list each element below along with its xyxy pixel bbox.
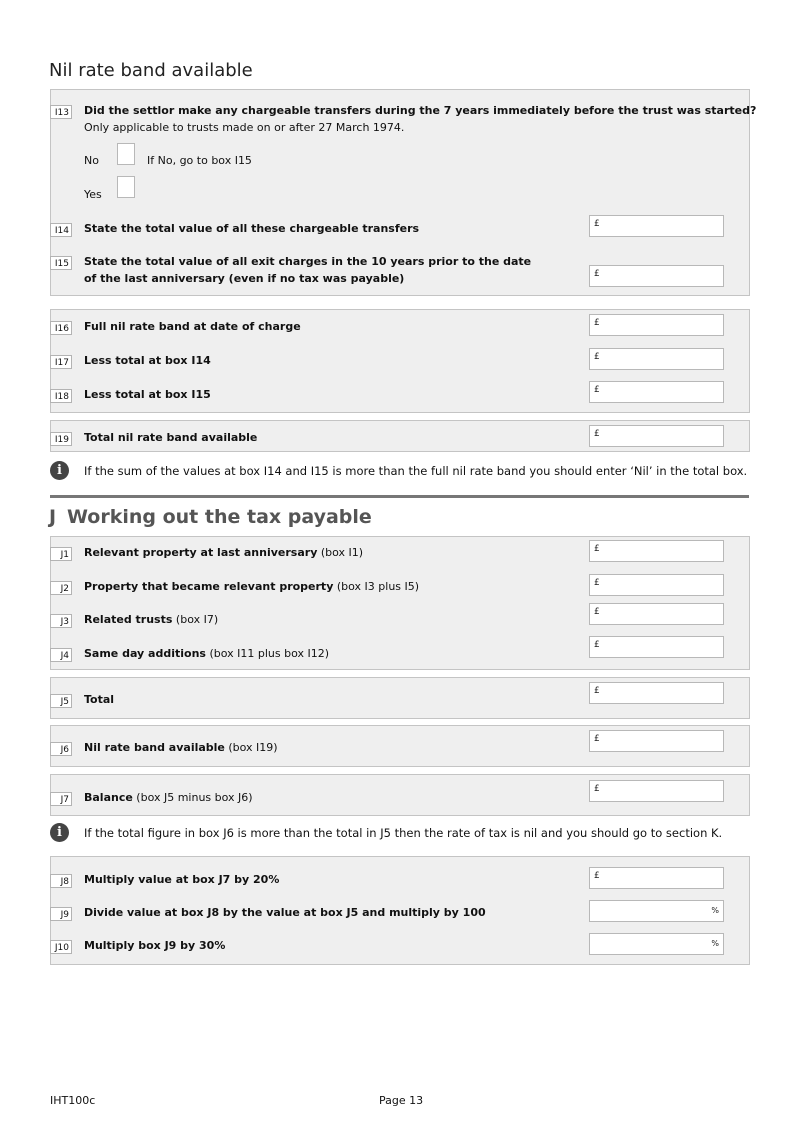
box-number-i15: I15: [50, 256, 72, 270]
j2-label-ref: (box I3 plus I5): [333, 580, 420, 593]
pound-symbol: £: [594, 269, 600, 279]
j8-label: Multiply value at box J7 by 20%: [84, 873, 280, 886]
j7-label-bold: Balance: [84, 791, 133, 804]
box-number-j9: J9: [50, 907, 72, 921]
box-number-j1: J1: [50, 547, 72, 561]
j2-amount-field[interactable]: [589, 574, 724, 596]
pound-symbol: £: [594, 385, 600, 395]
percent-symbol: %: [711, 906, 719, 915]
box-number-j7: J7: [50, 792, 72, 806]
info-text-nil-rate: If the sum of the values at box I14 and I15 is more than the full nil rate band you should enter ‘Nil’ in the total box.: [84, 464, 748, 478]
j1-label-bold: Relevant property at last anniversary: [84, 546, 318, 559]
info-text-rate-nil: If the total figure in box J6 is more than the total in J5 then the rate of tax is nil and you should go to section K.: [84, 826, 723, 840]
i16-amount-field[interactable]: [589, 314, 724, 336]
j3-label-ref: (box I7): [172, 613, 219, 626]
j2-label-bold: Property that became relevant property: [84, 580, 334, 593]
j7-amount-field[interactable]: [589, 780, 724, 802]
j5-label: [84, 692, 114, 708]
j6-label-ref: (box I19): [224, 741, 278, 754]
j1-label-ref: (box I1): [317, 546, 364, 559]
box-number-j6: J6: [50, 742, 72, 756]
j4-label: [84, 646, 329, 662]
box-number-j8: J8: [50, 874, 72, 888]
pound-symbol: £: [594, 544, 600, 554]
section-divider: [50, 495, 749, 498]
j3-amount-field[interactable]: [589, 603, 724, 625]
j9-percent-field[interactable]: [589, 900, 724, 922]
box-number-i19: I19: [50, 432, 72, 446]
j3-label: [84, 612, 218, 628]
box-number-j10: J10: [50, 940, 72, 954]
pound-symbol: £: [594, 352, 600, 362]
pound-symbol: £: [594, 686, 600, 696]
yes-label: Yes: [84, 188, 102, 201]
i18-amount-field[interactable]: [589, 381, 724, 403]
percent-symbol: %: [711, 939, 719, 948]
pound-symbol: £: [594, 219, 600, 229]
no-label: No: [84, 154, 99, 167]
j3-label-bold: Related trusts: [84, 613, 173, 626]
j6-label-bold: Nil rate band available: [84, 741, 225, 754]
pound-symbol: £: [594, 578, 600, 588]
yes-checkbox[interactable]: [117, 176, 135, 198]
section-title-working-out-tax: Working out the tax payable: [67, 506, 372, 528]
j2-label: [84, 579, 419, 595]
box-number-i13: I13: [50, 105, 72, 119]
i15-label-line2: of the last anniversary (even if no tax was payable): [84, 272, 405, 285]
box-number-j4: J4: [50, 648, 72, 662]
j7-label-ref: (box J5 minus box J6): [132, 791, 253, 804]
i14-amount-field[interactable]: [589, 215, 724, 237]
i15-label-line1: State the total value of all exit charges in the 10 years prior to the date: [84, 255, 532, 268]
no-checkbox[interactable]: [117, 143, 135, 165]
j6-amount-field[interactable]: [589, 730, 724, 752]
pound-symbol: £: [594, 784, 600, 794]
i13-note: Only applicable to trusts made on or after 27 March 1974.: [84, 121, 405, 134]
j9-label: Divide value at box J8 by the value at box J5 and multiply by 100: [84, 906, 486, 919]
pound-symbol: £: [594, 429, 600, 439]
box-number-i14: I14: [50, 223, 72, 237]
i17-label: Less total at box I14: [84, 354, 211, 367]
pound-symbol: £: [594, 871, 600, 881]
section-letter-j: J: [49, 506, 57, 528]
i13-question: Did the settlor make any chargeable transfers during the 7 years immediately before the trust was started?: [84, 104, 757, 117]
j1-amount-field[interactable]: [589, 540, 724, 562]
box-number-i17: I17: [50, 355, 72, 369]
j5-label-bold: Total: [84, 693, 115, 706]
info-icon: i: [50, 823, 69, 842]
j1-label: [84, 545, 363, 561]
j7-label: [84, 790, 253, 806]
box-number-j3: J3: [50, 614, 72, 628]
j4-label-bold: Same day additions: [84, 647, 206, 660]
box-number-i16: I16: [50, 321, 72, 335]
j5-amount-field[interactable]: [589, 682, 724, 704]
i18-label: Less total at box I15: [84, 388, 211, 401]
section-title-nil-rate-band: Nil rate band available: [49, 60, 253, 81]
box-number-j5: J5: [50, 694, 72, 708]
no-hint: If No, go to box I15: [147, 154, 252, 167]
j6-label: [84, 740, 278, 756]
pound-symbol: £: [594, 318, 600, 328]
i14-label: State the total value of all these chargeable transfers: [84, 222, 420, 235]
i16-label: Full nil rate band at date of charge: [84, 320, 301, 333]
j10-label: Multiply box J9 by 30%: [84, 939, 226, 952]
j10-percent-field[interactable]: [589, 933, 724, 955]
i19-amount-field[interactable]: [589, 425, 724, 447]
pound-symbol: £: [594, 607, 600, 617]
footer-form-code: IHT100c: [50, 1094, 96, 1107]
box-number-j2: J2: [50, 581, 72, 595]
j4-amount-field[interactable]: [589, 636, 724, 658]
j8-amount-field[interactable]: [589, 867, 724, 889]
box-number-i18: I18: [50, 389, 72, 403]
pound-symbol: £: [594, 734, 600, 744]
pound-symbol: £: [594, 640, 600, 650]
footer-page-number: Page 13: [379, 1094, 424, 1107]
i19-label: Total nil rate band available: [84, 431, 258, 444]
i15-amount-field[interactable]: [589, 265, 724, 287]
info-icon: i: [50, 461, 69, 480]
i17-amount-field[interactable]: [589, 348, 724, 370]
j4-label-ref: (box I11 plus box I12): [205, 647, 330, 660]
